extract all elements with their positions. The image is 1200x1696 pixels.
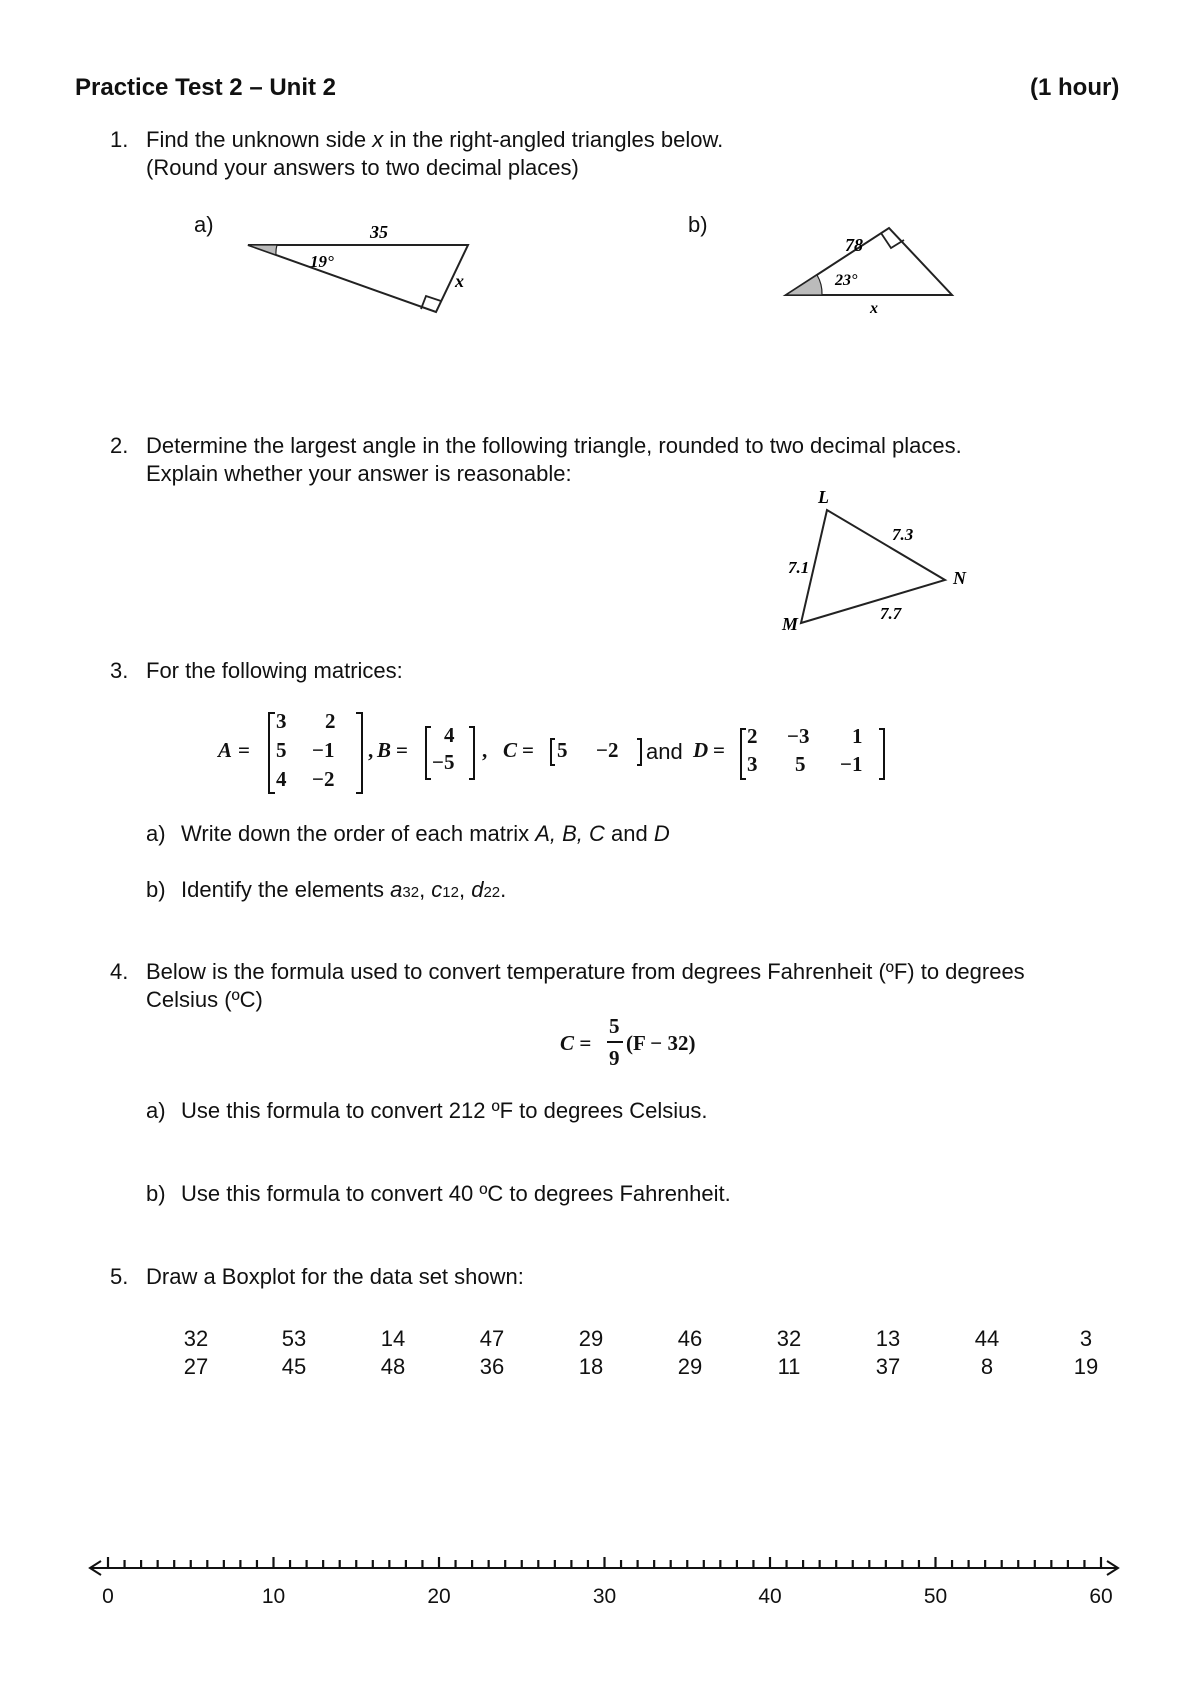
q2-line2: Explain whether your answer is reasonable:: [146, 461, 572, 486]
data-value: 53: [281, 1326, 307, 1351]
number-line-label: 60: [1089, 1585, 1113, 1608]
matrix-C-equals: =: [522, 738, 534, 762]
matrix-D-name: D: [693, 738, 709, 762]
q3a-label: a): [146, 821, 166, 846]
q2-vertex-N: N: [953, 568, 966, 588]
q2-side-LM: 7.1: [788, 558, 810, 577]
q4a-label: a): [146, 1098, 166, 1123]
q1a-angle-label: 19°: [310, 252, 334, 271]
q1-line2: (Round your answers to two decimal places): [146, 155, 579, 180]
data-value: 44: [974, 1326, 1000, 1351]
formula-rhs: (F − 32): [626, 1031, 696, 1055]
q1b-label: b): [688, 212, 708, 237]
matrix-D-cell: −3: [787, 724, 810, 748]
q3a-text: Write down the order of each matrix A, B, C and D: [181, 821, 670, 846]
matrix-A-cell: −2: [312, 767, 335, 791]
data-value: 36: [479, 1354, 505, 1379]
number-line: [0, 1548, 1200, 1628]
number-line-label: 40: [758, 1585, 782, 1608]
number-line-label: 50: [923, 1585, 948, 1608]
matrix-D-cell: 3: [747, 752, 758, 776]
q1b-hypotenuse-label: 78: [845, 235, 863, 255]
formula-denominator: 9: [609, 1046, 620, 1070]
matrix-A-cell: 5: [276, 738, 287, 762]
matrix-A-name: A: [218, 738, 233, 762]
matrix-C-cell: 5: [557, 738, 568, 762]
matrix-A-cell: −1: [312, 738, 335, 762]
matrix-D-cell: 2: [747, 724, 758, 748]
q1b-side-label: x: [870, 300, 878, 317]
data-value: 29: [578, 1326, 604, 1351]
data-value: 29: [677, 1354, 703, 1379]
matrix-B-cell: −5: [432, 750, 455, 774]
number-line-label: 0: [102, 1585, 114, 1608]
q1b-triangle-diagram: [780, 215, 960, 320]
matrix-D-cell: 5: [795, 752, 806, 776]
q3b-label: b): [146, 877, 166, 902]
q4-line1: Below is the formula used to convert temperature from degrees Fahrenheit (ºF) to degrees: [146, 959, 1025, 984]
number-line-label: 30: [592, 1585, 617, 1608]
q3-number: 3.: [110, 658, 129, 683]
q2-line1: Determine the largest angle in the following triangle, rounded to two decimal places.: [146, 433, 962, 458]
data-value: 19: [1073, 1354, 1099, 1379]
data-value: 8: [980, 1354, 994, 1379]
test-duration: (1 hour): [1030, 74, 1120, 101]
matrix-D-cell: −1: [840, 752, 863, 776]
q2-vertex-M: M: [782, 614, 799, 630]
matrix-B-name: B: [377, 738, 392, 762]
matrix-A-cell: 3: [276, 709, 287, 733]
data-value: 32: [183, 1326, 209, 1351]
page-title: Practice Test 2 – Unit 2: [75, 74, 336, 101]
data-value: 47: [479, 1326, 505, 1351]
matrix-and-text: and: [646, 739, 683, 764]
q3-intro: For the following matrices:: [146, 658, 403, 683]
data-value: 3: [1079, 1326, 1093, 1351]
formula-numerator: 5: [609, 1014, 620, 1038]
q1-line1: Find the unknown side x in the right-angled triangles below.: [146, 127, 724, 152]
number-line-label: 10: [261, 1585, 286, 1608]
data-value: 11: [777, 1354, 801, 1379]
q1a-side-label: x: [455, 271, 464, 291]
q3b-text: Identify the elements a32, c12, d22.: [181, 877, 507, 902]
matrix-D-cell: 1: [852, 724, 863, 748]
matrix-D-equals: =: [713, 738, 725, 762]
data-value: 45: [281, 1354, 307, 1379]
q1a-hypotenuse-label: 35: [370, 222, 388, 242]
data-value: 14: [380, 1326, 406, 1351]
matrix-C-name: C: [503, 738, 518, 762]
q2-number: 2.: [110, 433, 129, 458]
q4a-text: Use this formula to convert 212 ºF to degrees Celsius.: [181, 1098, 708, 1123]
q1a-label: a): [194, 212, 214, 237]
q2-triangle-diagram: [770, 485, 980, 630]
matrix-A-comma: ,: [368, 738, 374, 762]
q2-vertex-L: L: [818, 487, 829, 507]
q4b-text: Use this formula to convert 40 ºC to degrees Fahrenheit.: [181, 1181, 731, 1206]
q1a-triangle-diagram: [240, 205, 480, 325]
data-value: 18: [578, 1354, 604, 1379]
q5-number: 5.: [110, 1264, 129, 1289]
q4-line2: Celsius (ºC): [146, 987, 263, 1012]
matrix-C-cell: −2: [596, 738, 619, 762]
q5-text: Draw a Boxplot for the data set shown:: [146, 1264, 524, 1289]
q1-number: 1.: [110, 127, 129, 152]
data-value: 46: [677, 1326, 703, 1351]
q1b-triangle: [786, 228, 952, 295]
formula-lhs: C =: [560, 1031, 592, 1055]
q1b-angle-label: 23°: [835, 272, 858, 289]
matrix-B-equals: =: [396, 738, 408, 762]
matrix-A-cell: 4: [276, 767, 287, 791]
data-value: 37: [875, 1354, 901, 1379]
data-value: 48: [380, 1354, 406, 1379]
q4-number: 4.: [110, 959, 129, 984]
q2-side-LN: 7.3: [892, 525, 914, 544]
matrix-B-comma: ,: [482, 738, 488, 762]
q1a-triangle: [248, 245, 468, 312]
matrix-B-cell: 4: [444, 723, 455, 747]
data-value: 32: [776, 1326, 802, 1351]
q4b-label: b): [146, 1181, 166, 1206]
matrix-D-brackets: [738, 727, 888, 781]
data-value: 13: [875, 1326, 901, 1351]
number-line-label: 20: [427, 1585, 451, 1608]
q2-triangle: [801, 510, 945, 623]
data-value: 27: [183, 1354, 209, 1379]
fraction-bar: [607, 1041, 623, 1043]
matrix-A-equals: =: [238, 738, 250, 762]
q2-side-MN: 7.7: [880, 604, 902, 623]
matrix-A-cell: 2: [325, 709, 336, 733]
